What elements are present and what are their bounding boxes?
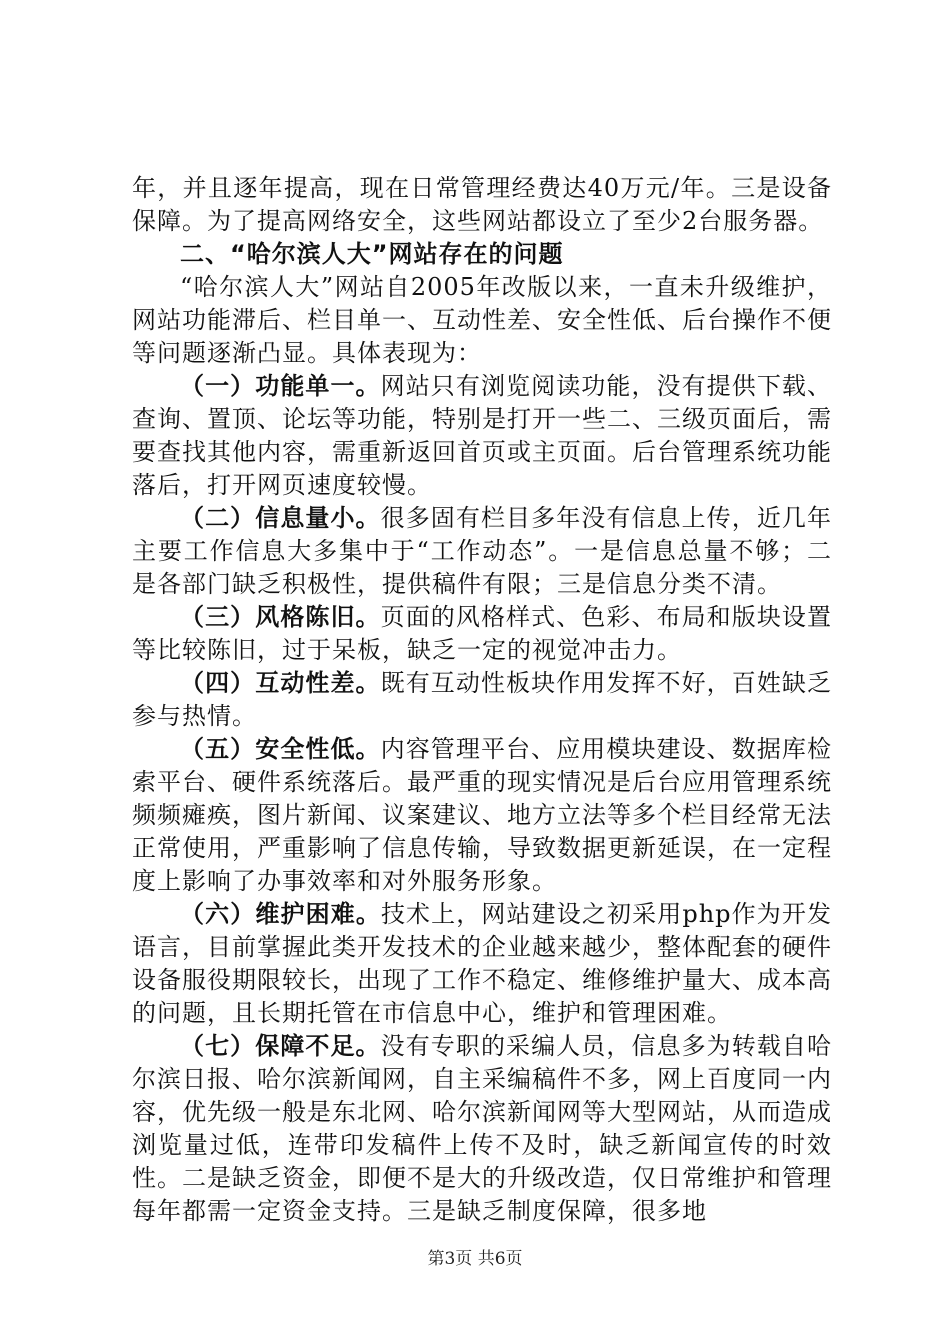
item-paragraph-5: [132, 733, 832, 898]
page-number-footer: 第3页 共6页: [427, 1249, 523, 1269]
item-text: 内容管理平台、应用模块建设、数据库检索平台、硬件系统落后。最严重的现实情况是后台应用管理系统频频瘫痪，图片新闻、议案建议、地方立法等多个栏目经常无法正常使用，严重影响了信息传输，导致数据更新延误，在一定程度上影响了办事效率和对外服务形象。: [132, 735, 832, 895]
item-lead: （五）安全性低。: [180, 735, 381, 763]
item-lead: （三）风格陈旧。: [180, 603, 381, 631]
item-paragraph-3: [132, 601, 832, 667]
item-paragraph-7: [132, 1030, 832, 1228]
item-lead: （二）信息量小。: [180, 504, 381, 532]
item-paragraph-1: [132, 370, 832, 502]
item-text: 既有互动性板块作用发挥不好，百姓缺乏参与热情。: [132, 669, 832, 730]
item-text: 技术上，网站建设之初采用php作为开发语言，目前掌握此类开发技术的企业越来越少，整体配套的硬件设备服役期限较长，出现了工作不稳定、维修维护量大、成本高的问题，且长期托管在市信息中心，维护和管理困难。: [132, 900, 832, 1027]
item-paragraph-4: [132, 667, 832, 733]
continued-paragraph: 年，并且逐年提高，现在日常管理经费达40万元/年。三是设备保障。为了提高网络安全，这些网站都设立了至少2台服务器。: [132, 174, 832, 235]
item-text: 网站只有浏览阅读功能，没有提供下载、查询、置顶、论坛等功能，特别是打开一些二、三级页面后，需要查找其他内容，需重新返回首页或主页面。后台管理系统功能落后，打开网页速度较慢。: [132, 372, 832, 499]
document-body: [132, 172, 832, 1228]
item-lead: （六）维护困难。: [180, 900, 381, 928]
item-lead: （一）功能单一。: [180, 372, 381, 400]
item-paragraph-2: [132, 502, 832, 601]
item-text: 很多固有栏目多年没有信息上传，近几年主要工作信息大多集中于“工作动态”。一是信息总量不够；二是各部门缺乏积极性，提供稿件有限；三是信息分类不清。: [132, 504, 832, 598]
item-lead: （四）互动性差。: [180, 669, 381, 697]
section-heading: 二、“哈尔滨人大”网站存在的问题: [180, 240, 564, 268]
item-paragraph-6: [132, 898, 832, 1030]
item-text: 没有专职的采编人员，信息多为转载自哈尔滨日报、哈尔滨新闻网，自主采编稿件不多，网上百度同一内容，优先级一般是东北网、哈尔滨新闻网等大型网站，从而造成浏览量过低，连带印发稿件上传不及时，缺乏新闻宣传的时效性。二是缺乏资金，即便不是大的升级改造，仅日常维护和管理每年都需一定资金支持。三是缺乏制度保障，很多地: [132, 1032, 832, 1225]
item-text: 页面的风格样式、色彩、布局和版块设置等比较陈旧，过于呆板，缺乏一定的视觉冲击力。: [132, 603, 832, 664]
item-lead: （七）保障不足。: [180, 1032, 381, 1060]
intro-paragraph: “哈尔滨人大”网站自2005年改版以来，一直未升级维护，网站功能滞后、栏目单一、互动性差、安全性低、后台操作不便等问题逐渐凸显。具体表现为：: [132, 273, 832, 367]
